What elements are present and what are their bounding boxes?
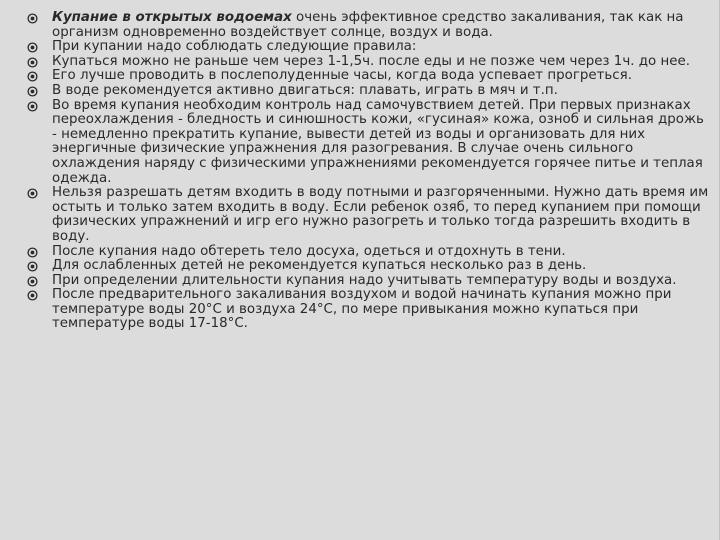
- item-text: После предварительного закаливания воздухом и водой начинать купания можно при температуре воды 20°С и воздуха 24°С, по мере привыкания можно купаться при температуре воды 17-18°С.: [52, 287, 672, 332]
- list-item: [22, 84, 712, 99]
- target-icon: [27, 290, 38, 301]
- target-icon: [27, 276, 38, 287]
- slide-content: [22, 11, 712, 332]
- bullet-list: [22, 11, 712, 332]
- item-text: При определении длительности купания надо учитывать температуру воды и воздуха.: [52, 272, 677, 288]
- list-item: [22, 55, 712, 70]
- list-item: [22, 245, 712, 260]
- list-item: [22, 99, 712, 187]
- item-text: Для ослабленных детей не рекомендуется купаться несколько раз в день.: [52, 258, 587, 274]
- item-text: Купаться можно не раньше чем через 1-1,5ч. после еды и не позже чем через 1ч. до нее.: [52, 53, 690, 69]
- list-item: [22, 259, 712, 274]
- list-item: [22, 40, 712, 55]
- item-emphasis: Купание в открытых водоемах: [52, 10, 292, 25]
- target-icon: [27, 86, 38, 97]
- target-icon: [27, 247, 38, 258]
- target-icon: [27, 188, 38, 199]
- target-icon: [27, 42, 38, 53]
- list-item: [22, 11, 712, 40]
- item-text: очень эффективное средство закаливания, так как на организм одновременно воздействует солнце, воздух и вода.: [52, 10, 684, 40]
- item-text: Нельзя разрешать детям входить в воду потными и разгоряченными. Нужно дать время им остыть и только затем входить в воду. Если ребенок озяб, то перед купанием при помощи физических упражнений и игр его нужно разогреть и только тогда разрешить входить в воду.: [52, 185, 709, 244]
- target-icon: [27, 57, 38, 68]
- target-icon: [27, 101, 38, 112]
- target-icon: [27, 13, 38, 24]
- list-item: [22, 186, 712, 244]
- item-text: После купания надо обтереть тело досуха, одеться и отдохнуть в тени.: [52, 243, 566, 259]
- item-text: Во время купания необходим контроль над самочувствием детей. При первых признаках переохлаждения - бледность и синюшность кожи, «гусиная» кожа, озноб и сильная дрожь - немедленно прекратить купание, вывести детей из воды и организовать для них энергичные физические упражнения для разогревания. В случае очень сильного охлаждения наряду с физическими упражнениями рекомендуется горячее питье и теплая одежда.: [52, 97, 704, 186]
- item-text: В воде рекомендуется активно двигаться: плавать, играть в мяч и т.п.: [52, 82, 558, 98]
- target-icon: [27, 71, 38, 82]
- list-item: [22, 274, 712, 289]
- list-item: [22, 69, 712, 84]
- item-text: Его лучше проводить в послеполуденные часы, когда вода успевает прогреться.: [52, 68, 632, 84]
- item-text: При купании надо соблюдать следующие правила:: [52, 39, 417, 55]
- list-item: [22, 288, 712, 332]
- target-icon: [27, 261, 38, 272]
